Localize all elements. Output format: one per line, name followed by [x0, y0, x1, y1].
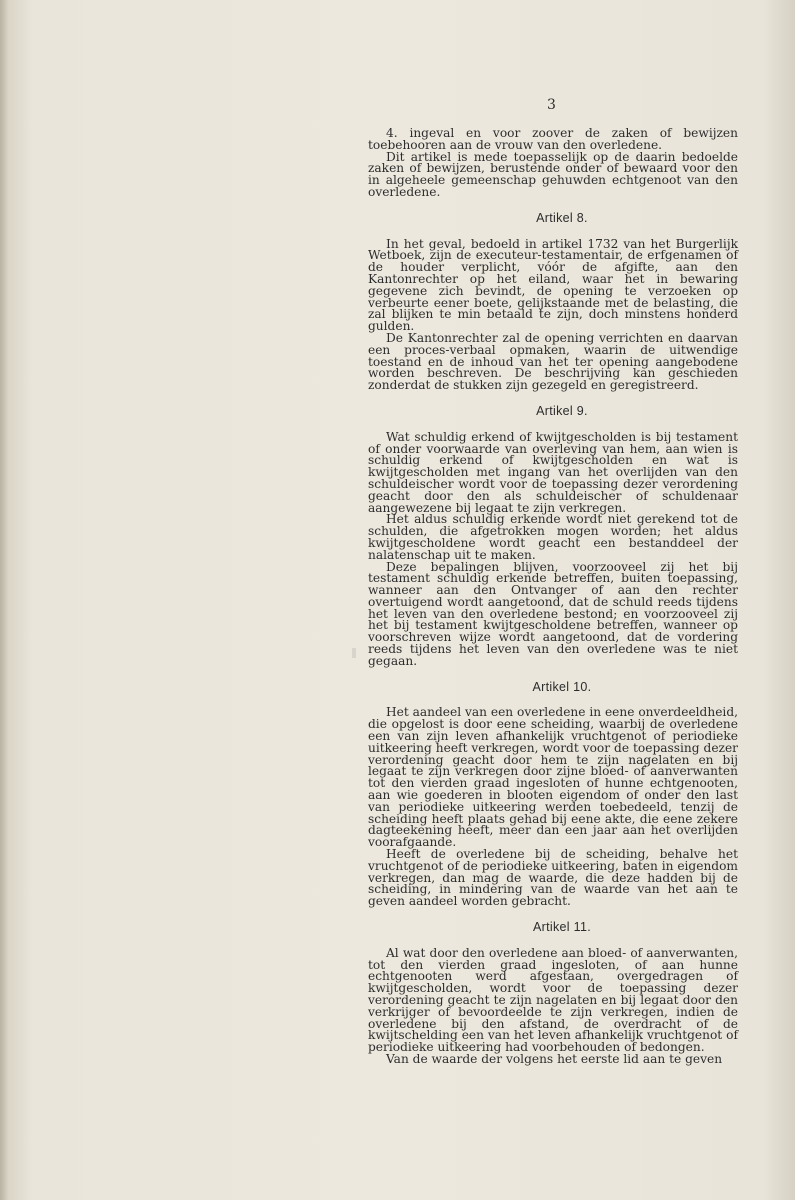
heading-artikel-9: Artikel 9.: [536, 403, 588, 418]
heading-artikel-10: Artikel 10.: [532, 679, 592, 694]
text-column: [368, 128, 738, 1066]
paragraph-art11-2: Van de waarde der volgens het eerste lid aan te geven: [386, 1051, 723, 1066]
paragraph-art10-1: Het aandeel van een overledene in eene onverdeeldheid, die opgelost is door eene scheiding, waarbij de overledene een van zijn leven afhankelijk vruchtgenot of periodieke uitkeering heeft verkregen, wordt voor de toepassing dezer verordening geacht door hem te zijn nagelaten en bij legaat te zijn verkregen door zijne bloed- of aanverwanten tot den vierden graad ingesloten of hunne echtgenooten, aan wie goederen in blooten eigendom of onder den last van periodieke uitkeering werden toebedeeld, tenzij de scheiding heeft plaats gehad bij eene akte, die eene zekere dagteekening heeft, meer dan een jaar aan het overlijden voorafgaande.: [368, 705, 738, 850]
heading-artikel-11: Artikel 11.: [533, 920, 591, 935]
paragraph-art9-2: Het aldus schuldig erkende wordt niet gerekend tot de schulden, die afgetrokken mogen worden; het aldus kwijtgescholdene wordt geacht een bestanddeel der nalatenschap uit te maken.: [368, 512, 738, 562]
page-binding-edge: [0, 0, 8, 1200]
paragraph-intro-2: Dit artikel is mede toepasselijk op de daarin bedoelde zaken of bewijzen, berustende onder of bewaard voor den in algeheele gemeenschap gehuwden echtgenoot van den overledene.: [368, 149, 738, 199]
page-number: 3: [547, 97, 556, 113]
paragraph-intro-1: 4. ingeval en voor zoover de zaken of bewijzen toebehooren aan de vrouw van den overledene.: [368, 126, 738, 152]
paragraph-art10-2: Heeft de overledene bij de scheiding, behalve het vruchtgenot of de periodieke uitkeering, baten in eigendom verkregen, dan mag de waarde, die deze hadden bij de scheiding, in mindering van de waarde van het aan te geven aandeel worden gebracht.: [368, 847, 738, 909]
paragraph-art9-1: Wat schuldig erkend of kwijtgescholden is bij testament of onder voorwaarde van overleving van hem, aan wien is schuldig erkend of kwijtgescholden en wat is kwijtgescholden met ingang van het overlijden van den schuldeischer wordt voor de toepassing dezer verordening geacht door den als schuldeischer of schuldenaar aangewezene bij legaat te zijn verkregen.: [368, 429, 738, 515]
heading-artikel-8: Artikel 8.: [536, 210, 588, 225]
ink-smudge: [352, 648, 356, 658]
paragraph-art11-1: Al wat door den overledene aan bloed- of aanverwanten, tot den vierden graad ingesloten, of aan hunne echtgenooten werd afgestaan, overgedragen of kwijtgescholden, wordt voor de toepassing dezer verordening geacht te zijn nagelaten en bij legaat door den verkrijger of bevoordeelde te zijn verkregen, indien de overledene bij den afstand, de overdracht of de kwijtschelding een van het leven afhankelijk vruchtgenot of periodieke uitkeering had voorbehouden of bedongen.: [368, 945, 738, 1055]
paragraph-art9-3: Deze bepalingen blijven, voorzooveel zij het bij testament schuldig erkende betreffen, buiten toepassing, wanneer aan den Ontvanger of aan den rechter overtuigend wordt aangetoond, dat de schuld reeds tijdens het leven van den overledene bestond; en voorzooveel zij het bij testament kwijtgescholdene betreffen, wanneer op voorschreven wijze wordt aangetoond, dat de vordering reeds tijdens het leven van den overledene was te niet gegaan.: [368, 559, 738, 668]
paragraph-art8-1: In het geval, bedoeld in artikel 1732 van het Burgerlijk Wetboek, zijn de executeur-testamentair, de erfgenamen of de houder verplicht, vóór de afgifte, aan den Kantonrechter op het eiland, waar het in bewaring gegevene zich bevindt, de opening te verzoeken op verbeurte eener boete, gelijkstaande met de belasting, die zal blijken te min betaald te zijn, doch minstens honderd gulden.: [368, 236, 738, 334]
paragraph-art8-2: De Kantonrechter zal de opening verrichten en daarvan een proces-verbaal opmaken, waarin de uitwendige toestand en de inhoud van het ter opening aangebodene worden beschreven. De beschrijving kan geschieden zonderdat de stukken zijn gezegeld en geregistreerd.: [368, 330, 738, 393]
